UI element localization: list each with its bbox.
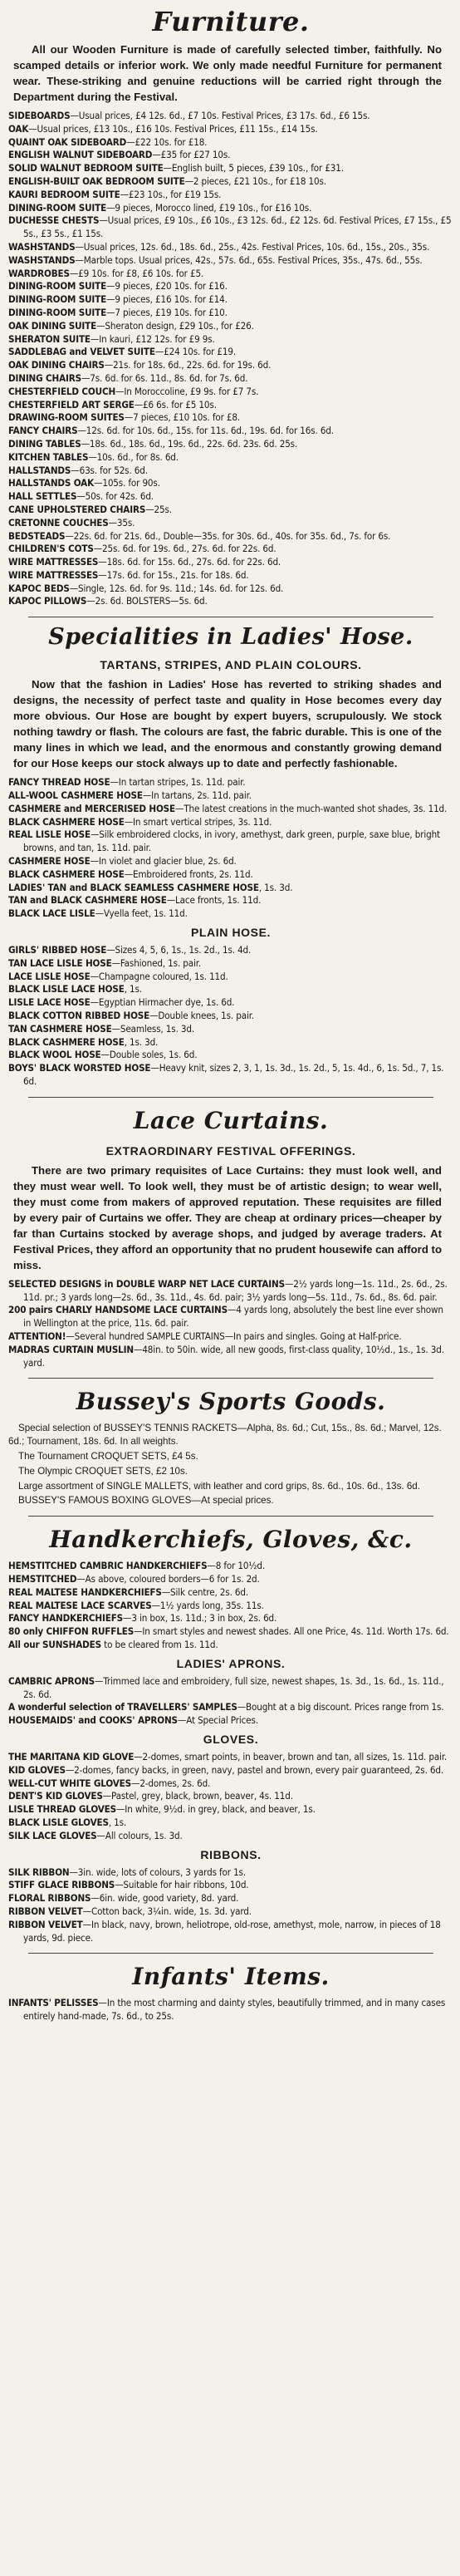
price-list-item bbox=[8, 280, 453, 293]
price-list-item bbox=[8, 162, 453, 175]
item-name: LACE LISLE HOSE bbox=[8, 970, 91, 982]
item-name: DINING-ROOM SUITE bbox=[8, 293, 107, 306]
item-name: SILK LACE GLOVES bbox=[8, 1829, 97, 1841]
item-name: BLACK LISLE LACE HOSE bbox=[8, 983, 125, 995]
item-name: CHESTERFIELD ART SERGE bbox=[8, 398, 135, 410]
item-name: WASHSTANDS bbox=[8, 253, 76, 266]
item-name: HALL SETTLES bbox=[8, 490, 77, 503]
item-price-text: —£24 10s. for £19. bbox=[154, 346, 236, 358]
item-price-text: —25s. 6d. for 19s. 6d., 27s. 6d. for 22s. 6d. bbox=[93, 543, 276, 555]
item-price-text: —2s. 6d. BOLSTERS—5s. 6d. bbox=[86, 595, 208, 607]
item-name: 200 pairs CHARLY HANDSOME LACE CURTAINS bbox=[8, 1304, 228, 1316]
price-list-item bbox=[8, 1790, 453, 1803]
price-list-item bbox=[8, 543, 453, 556]
price-list-item bbox=[8, 971, 453, 984]
section-divider bbox=[28, 1516, 433, 1517]
hose-section bbox=[8, 626, 453, 1089]
item-price-text: —Pastel, grey, black, brown, beaver, 4s. 11d. bbox=[102, 1790, 293, 1802]
price-list-item bbox=[8, 517, 453, 530]
item-price-text: —At Special Prices. bbox=[177, 1714, 258, 1727]
item-name: OAK bbox=[8, 122, 29, 135]
price-list-item bbox=[8, 1997, 453, 2023]
item-name: SOLID WALNUT BEDROOM SUITE bbox=[8, 162, 164, 175]
item-price-text: —In black, navy, brown, heliotrope, old-rose, amethyst, mole, narrow, in pieces of 18 yards, 9d. piece. bbox=[23, 1918, 441, 1944]
price-list-item bbox=[8, 1919, 453, 1945]
item-price-text: —3in. wide, lots of colours, 3 yards for 1s. bbox=[69, 1866, 247, 1878]
item-name: KITCHEN TABLES bbox=[8, 450, 89, 463]
hose-heading: Specialities in Ladies' Hose. bbox=[48, 624, 414, 651]
item-name: DINING TABLES bbox=[8, 437, 81, 450]
item-name: HALLSTANDS bbox=[8, 464, 71, 476]
item-name: FANCY HANDKERCHIEFS bbox=[8, 1612, 124, 1625]
lace-price-list bbox=[8, 1278, 453, 1370]
item-name: GIRLS' RIBBED HOSE bbox=[8, 944, 107, 956]
item-name: RIBBON VELVET bbox=[8, 1905, 83, 1917]
item-name: A wonderful selection of TRAVELLERS' SAMPLES bbox=[8, 1701, 237, 1713]
item-price-text: —17s. 6d. for 15s., 21s. for 18s. 6d. bbox=[98, 568, 249, 581]
item-price-text: —18s. 6d., 18s. 6d., 19s. 6d., 22s. 6d. 23s. 6d. 25s. bbox=[81, 437, 298, 450]
item-name: WARDROBES bbox=[8, 267, 70, 279]
furniture-section bbox=[8, 8, 453, 608]
item-price-text: —2-domes, smart points, in beaver, brown and tan, all sizes, 1s. 11d. pair. bbox=[134, 1750, 448, 1762]
price-list-item bbox=[8, 1803, 453, 1816]
item-price-text: —£22 10s. for £18. bbox=[126, 135, 208, 148]
item-name: WIRE MATTRESSES bbox=[8, 568, 99, 581]
item-name: THE MARITANA KID GLOVE bbox=[8, 1750, 135, 1762]
handkerchiefs-section bbox=[8, 1528, 453, 1944]
price-list-item bbox=[8, 1010, 453, 1023]
item-price-text: —Champagne coloured, 1s. 11d. bbox=[90, 970, 228, 982]
price-list-item bbox=[8, 907, 453, 921]
item-price-text: —18s. 6d. for 15s. 6d., 27s. 6d. for 22s. 6d. bbox=[98, 556, 281, 568]
price-list-item bbox=[8, 320, 453, 333]
item-price-text: —£6 6s. for £5 10s. bbox=[134, 398, 217, 410]
price-list-item bbox=[8, 241, 453, 254]
item-price-text: —Embroidered fronts, 2s. 11d. bbox=[124, 868, 253, 880]
item-price-text: —Suitable for hair ribbons, 10d. bbox=[115, 1879, 249, 1891]
price-list-item bbox=[8, 1573, 453, 1586]
price-list-item bbox=[8, 1586, 453, 1600]
price-list-item bbox=[8, 268, 453, 281]
furniture-intro: All our Wooden Furniture is made of carefully selected timber, faithfully. No scamped details or inferior work. We only made needful Furniture for permanent wear. These-striking and genuine reductions will be carried right through the Department during the Festival. bbox=[13, 43, 442, 103]
furniture-price-list bbox=[8, 110, 453, 608]
item-name: INFANTS' PELISSES bbox=[8, 1997, 99, 2009]
item-name: ATTENTION! bbox=[8, 1330, 66, 1342]
item-name: REAL MALTESE LACE SCARVES bbox=[8, 1599, 152, 1611]
item-name: SILK RIBBON bbox=[8, 1866, 70, 1878]
item-name: DRAWING-ROOM SUITES bbox=[8, 411, 125, 424]
price-list-item bbox=[8, 983, 453, 996]
ribbons-subheading: RIBBONS. bbox=[200, 1847, 262, 1861]
lace-heading: Lace Curtains. bbox=[133, 1106, 329, 1134]
price-list-item bbox=[8, 1278, 453, 1305]
item-price-text: —1½ yards long, 35s. 11s. bbox=[151, 1599, 264, 1611]
item-name: CRETONNE COUCHES bbox=[8, 516, 109, 528]
item-price-text: —7s. 6d. for 6s. 11d., 8s. 6d. for 7s. 6d. bbox=[81, 371, 248, 384]
item-price-text: —21s. for 18s. 6d., 22s. 6d. for 19s. 6d. bbox=[104, 359, 272, 371]
item-price-text: —Usual prices, £13 10s., £16 10s. Festival Prices, £11 15s., £14 15s. bbox=[28, 122, 318, 135]
item-name: TAN LACE LISLE HOSE bbox=[8, 956, 112, 969]
item-price-text: —Cotton back, 3¼in. wide, 1s. 3d. yard. bbox=[82, 1905, 252, 1917]
item-name: KAURI BEDROOM SUITE bbox=[8, 188, 120, 200]
handkerchiefs-heading: Handkerchiefs, Gloves, &c. bbox=[49, 1526, 413, 1554]
item-price-text: —7 pieces, £19 10s. for £10. bbox=[106, 306, 228, 318]
aprons-subheading: LADIES' APRONS. bbox=[176, 1656, 286, 1670]
sports-heading: Bussey's Sports Goods. bbox=[76, 1388, 386, 1416]
item-price-text: —In smart vertical stripes, 3s. 11d. bbox=[124, 815, 272, 828]
item-price-text: —2-domes, fancy backs, in green, navy, pastel and brown, every pair guaranteed, 2s. 6d. bbox=[65, 1763, 444, 1776]
price-list-item bbox=[8, 465, 453, 478]
sports-line: BUSSEY'S FAMOUS BOXING GLOVES—At special prices. bbox=[18, 1495, 274, 1507]
handkerchiefs-price-list bbox=[8, 1560, 453, 1652]
lace-intro: There are two primary requisites of Lace Curtains: they must look well, and they must wear well. To look well, they must be of artistic design; to wear well, they must come from makers of approved reputation. These requisites are filled by every pair of Curtains we offer. They are cheap at ordinary prices—cheaper by far than Curtains stocked by average shops, and judged by average traders. At Festival Prices, they afford an opportunity that no prudent housewife can afford to miss. bbox=[13, 1163, 442, 1271]
item-name: DENT'S KID GLOVES bbox=[8, 1790, 103, 1802]
item-price-text: —9 pieces, £16 10s. for £14. bbox=[106, 293, 228, 306]
item-price-text: —Fashioned, 1s. pair. bbox=[111, 956, 201, 969]
price-list-item bbox=[8, 333, 453, 347]
infants-heading: Infants' Items. bbox=[132, 1963, 330, 1991]
price-list-item bbox=[8, 776, 453, 789]
price-list-item bbox=[8, 293, 453, 307]
item-name: ALL-WOOL CASHMERE HOSE bbox=[8, 789, 143, 802]
price-list-item bbox=[8, 1036, 453, 1050]
lace-subheading: EXTRAORDINARY FESTIVAL OFFERINGS. bbox=[105, 1143, 356, 1158]
infants-price-list bbox=[8, 1997, 453, 2023]
sports-lines bbox=[8, 1422, 453, 1507]
item-name: CHILDREN'S COTS bbox=[8, 543, 94, 555]
item-price-text: —48in. to 50in. wide, all new goods, first-class quality, 10½d., 1s., 1s. 3d. yard. bbox=[23, 1343, 444, 1369]
item-price-text: , 1s. 3d. bbox=[258, 881, 293, 893]
item-name: OAK DINING CHAIRS bbox=[8, 359, 105, 371]
item-name: CASHMERE HOSE bbox=[8, 855, 91, 868]
price-list-item bbox=[8, 386, 453, 399]
gloves-price-list bbox=[8, 1751, 453, 1843]
item-name: KID GLOVES bbox=[8, 1763, 66, 1776]
item-name: RIBBON VELVET bbox=[8, 1918, 83, 1930]
item-price-text: —8 for 10½d. bbox=[207, 1560, 265, 1572]
item-price-text: —£23 10s., for £19 15s. bbox=[120, 188, 222, 200]
sports-line: The Olympic CROQUET SETS, £2 10s. bbox=[18, 1465, 188, 1477]
item-price-text: —In white, 9½d. in grey, black, and beaver, 1s. bbox=[116, 1803, 316, 1816]
item-name: All our SUNSHADES bbox=[8, 1638, 101, 1650]
price-list-item bbox=[8, 307, 453, 320]
item-name: CASHMERE and MERCERISED HOSE bbox=[8, 802, 176, 814]
price-list-item bbox=[8, 957, 453, 971]
item-name: BEDSTEADS bbox=[8, 529, 66, 542]
gloves-subheading: GLOVES. bbox=[203, 1732, 259, 1746]
ribbons-price-list bbox=[8, 1866, 453, 1945]
price-list-item bbox=[8, 1023, 453, 1036]
item-price-text: —As above, coloured borders—6 for 1s. 2d. bbox=[76, 1572, 260, 1585]
price-list-item bbox=[8, 1639, 453, 1652]
item-price-text: —35s. bbox=[108, 516, 135, 528]
item-price-text: —2 pieces, £21 10s., for £18 10s. bbox=[184, 175, 326, 187]
item-name: DINING-ROOM SUITE bbox=[8, 280, 107, 293]
price-list-item bbox=[8, 123, 453, 136]
hose-subheading: TARTANS, STRIPES, AND PLAIN COLOURS. bbox=[100, 658, 362, 672]
price-list-item bbox=[8, 816, 453, 829]
item-name: STIFF GLACE RIBBONS bbox=[8, 1879, 115, 1891]
price-list-item bbox=[8, 1675, 453, 1702]
price-list-item bbox=[8, 789, 453, 803]
price-list-item bbox=[8, 425, 453, 438]
item-name: WASHSTANDS bbox=[8, 240, 76, 253]
price-list-item bbox=[8, 1866, 453, 1880]
price-list-item bbox=[8, 451, 453, 465]
plain-hose-subheading: PLAIN HOSE. bbox=[190, 926, 272, 940]
item-price-text: —£35 for £27 10s. bbox=[152, 149, 231, 161]
price-list-item bbox=[8, 996, 453, 1010]
item-price-text: —Several hundred SAMPLE CURTAINS—In pairs and singles. Going at Half-price. bbox=[66, 1330, 402, 1342]
item-name: SELECTED DESIGNS in DOUBLE WARP NET LACE CURTAINS bbox=[8, 1277, 285, 1290]
price-list-item bbox=[8, 803, 453, 816]
item-price-text: —Seamless, 1s. 3d. bbox=[111, 1022, 195, 1035]
item-name: BLACK WOOL HOSE bbox=[8, 1049, 101, 1061]
item-price-text: —25s. bbox=[145, 503, 172, 515]
item-name: LISLE THREAD GLOVES bbox=[8, 1803, 117, 1816]
item-name: BLACK CASHMERE HOSE bbox=[8, 1035, 125, 1048]
price-list-item bbox=[8, 399, 453, 412]
item-name: QUAINT OAK SIDEBOARD bbox=[8, 135, 127, 148]
item-price-text: —English built, 5 pieces, £39 10s., for £31. bbox=[163, 162, 344, 175]
furniture-heading: Furniture. bbox=[152, 6, 310, 37]
section-divider bbox=[28, 1953, 433, 1954]
price-list-item bbox=[8, 828, 453, 855]
item-name: KAPOC PILLOWS bbox=[8, 595, 87, 607]
item-price-text: —Usual prices, £4 12s. 6d., £7 10s. Festival Prices, £3 17s. 6d., £6 15s. bbox=[70, 110, 370, 121]
item-price-text: —Lace fronts, 1s. 11d. bbox=[166, 894, 262, 907]
price-list-item bbox=[8, 1344, 453, 1370]
item-price-text: —4 yards long, absolutely the best line ever shown in Wellington at the price, 11s. 6d. pair. bbox=[23, 1304, 443, 1330]
price-list-item bbox=[8, 855, 453, 868]
aprons-price-list bbox=[8, 1675, 453, 1728]
item-name: ENGLISH WALNUT SIDEBOARD bbox=[8, 149, 153, 161]
item-name: MADRAS CURTAIN MUSLIN bbox=[8, 1343, 134, 1355]
item-name: DINING CHAIRS bbox=[8, 371, 81, 384]
price-list-item bbox=[8, 1600, 453, 1613]
item-price-text: —2½ yards long—1s. 11d., 2s. 6d., 2s. 11d. pr.; 3 yards long—2s. 6d., 3s. 11d., 4s. 6d. pair; 3½ yards long—5s. 11d., 7s. 6d., 8s. 6d. pair. bbox=[23, 1277, 448, 1303]
item-name: FANCY CHAIRS bbox=[8, 425, 78, 437]
item-name: BLACK CASHMERE HOSE bbox=[8, 815, 125, 828]
item-name: CANE UPHOLSTERED CHAIRS bbox=[8, 503, 146, 515]
item-price-text: —50s. for 42s. 6d. bbox=[76, 490, 154, 503]
item-name: HEMSTITCHED CAMBRIC HANDKERCHIEFS bbox=[8, 1560, 208, 1572]
item-price-text: —105s. for 90s. bbox=[94, 477, 160, 489]
sports-line: Large assortment of SINGLE MALLETS, with leather and cord grips, 8s. 6d., 10s. 6d., 13s. 6d. bbox=[18, 1480, 420, 1492]
item-price-text: —7 pieces, £10 10s. for £8. bbox=[124, 411, 241, 424]
price-list-item bbox=[8, 110, 453, 123]
price-list-item bbox=[8, 490, 453, 504]
price-list-item bbox=[8, 1330, 453, 1344]
price-list-item bbox=[8, 149, 453, 162]
item-price-text: —6in. wide, good variety, 8d. yard. bbox=[91, 1892, 239, 1905]
price-list-item bbox=[8, 882, 453, 895]
item-price-text: —In tartans, 2s. 11d. pair. bbox=[142, 789, 252, 802]
item-price-text: —Trimmed lace and embroidery, full size, newest shapes, 1s. 3d., 1s. 6d., 1s. 11d., 2s. 6d. bbox=[23, 1674, 444, 1700]
price-list-item bbox=[8, 530, 453, 543]
item-price-text: —Silk centre, 2s. 6d. bbox=[161, 1585, 249, 1598]
price-list-item bbox=[8, 504, 453, 517]
price-list-item bbox=[8, 569, 453, 583]
price-list-item bbox=[8, 595, 453, 608]
item-price-text: —£9 10s. for £8, £6 10s. for £5. bbox=[69, 267, 204, 279]
item-name: REAL LISLE HOSE bbox=[8, 828, 91, 841]
price-list-item bbox=[8, 1560, 453, 1573]
price-list-item bbox=[8, 1612, 453, 1625]
price-list-item bbox=[8, 894, 453, 907]
price-list-item bbox=[8, 136, 453, 150]
item-price-text: —In the most charming and dainty styles, beautifully trimmed, and in many cases entirely hand-made, 7s. 6d., to 25s. bbox=[23, 1997, 446, 2023]
item-price-text: —Double knees, 1s. pair. bbox=[149, 1010, 254, 1022]
item-name: ENGLISH-BUILT OAK BEDROOM SUITE bbox=[8, 175, 185, 187]
item-price-text: —3 in box, 1s. 11d.; 3 in box, 2s. 6d. bbox=[123, 1612, 277, 1625]
item-price-text: —Usual prices, 12s. 6d., 18s. 6d., 25s., 42s. Festival Prices, 10s. 6d., 15s., 20s., 35s. bbox=[75, 240, 430, 253]
item-name: CHESTERFIELD COUCH bbox=[8, 385, 116, 397]
item-name: WIRE MATTRESSES bbox=[8, 556, 99, 568]
price-list-item bbox=[8, 868, 453, 882]
price-list-item bbox=[8, 214, 453, 241]
item-price-text: —All colours, 1s. 3d. bbox=[96, 1829, 183, 1841]
item-price-text: , 1s. 3d. bbox=[124, 1035, 159, 1048]
item-name: WELL-CUT WHITE GLOVES bbox=[8, 1777, 132, 1789]
price-list-item bbox=[8, 1830, 453, 1843]
price-list-item bbox=[8, 1905, 453, 1919]
item-price-text: —Heavy knit, sizes 2, 3, 1, 1s. 3d., 1s. 2d., 5, 1s. 4d., 6, 1s. 5d., 7, 1s. 6d. bbox=[23, 1062, 444, 1088]
item-name: BOYS' BLACK WORSTED HOSE bbox=[8, 1062, 151, 1074]
price-list-item bbox=[8, 1625, 453, 1639]
item-name: DINING-ROOM SUITE bbox=[8, 306, 107, 318]
item-name: CAMBRIC APRONS bbox=[8, 1674, 95, 1687]
item-name: SADDLEBAG and VELVET SUITE bbox=[8, 346, 155, 358]
price-list-item bbox=[8, 411, 453, 425]
item-name: HOUSEMAIDS' and COOKS' APRONS bbox=[8, 1714, 178, 1727]
plain-hose-price-list bbox=[8, 944, 453, 1089]
item-price-text: —In smart styles and newest shades. All one Price, 4s. 11d. Worth 17s. 6d. bbox=[134, 1625, 449, 1638]
price-list-item bbox=[8, 1892, 453, 1905]
item-name: DUCHESSE CHESTS bbox=[8, 214, 100, 227]
section-divider bbox=[28, 1378, 433, 1379]
sports-section bbox=[8, 1390, 453, 1507]
item-name: SIDEBOARDS bbox=[8, 110, 71, 121]
item-price-text: —Bought at a big discount. Prices range from 1s. bbox=[237, 1701, 444, 1713]
lace-section bbox=[8, 1106, 453, 1370]
price-list-item bbox=[8, 254, 453, 268]
item-price-text: —The latest creations in the much-wanted shot shades, 3s. 11d. bbox=[175, 802, 448, 814]
item-price-text: to be cleared from 1s. 11d. bbox=[101, 1638, 218, 1650]
item-price-text: —Double soles, 1s. 6d. bbox=[100, 1049, 198, 1061]
item-name: LISLE LACE HOSE bbox=[8, 996, 91, 1009]
item-name: REAL MALTESE HANDKERCHIEFS bbox=[8, 1585, 162, 1598]
sports-line: The Tournament CROQUET SETS, £4 5s. bbox=[18, 1450, 198, 1462]
item-price-text: —63s. for 52s. 6d. bbox=[71, 464, 148, 476]
price-list-item bbox=[8, 1062, 453, 1089]
hose-price-list bbox=[8, 776, 453, 921]
item-name: BLACK COTTON RIBBED HOSE bbox=[8, 1010, 150, 1022]
item-name: DINING-ROOM SUITE bbox=[8, 201, 107, 214]
infants-section bbox=[8, 1965, 453, 2023]
item-name: FLORAL RIBBONS bbox=[8, 1892, 91, 1905]
item-price-text: —2-domes, 2s. 6d. bbox=[131, 1777, 211, 1789]
item-name: BLACK LISLE GLOVES bbox=[8, 1816, 109, 1828]
item-price-text: —Vyella feet, 1s. 11d. bbox=[95, 907, 188, 920]
item-price-text: —Single, 12s. 6d. for 9s. 11d.; 14s. 6d. for 12s. 6d. bbox=[69, 582, 284, 594]
price-list-item bbox=[8, 1714, 453, 1728]
price-list-item bbox=[8, 372, 453, 386]
item-name: HEMSTITCHED bbox=[8, 1572, 77, 1585]
item-name: LADIES' TAN and BLACK SEAMLESS CASHMERE HOSE bbox=[8, 881, 259, 893]
item-price-text: —9 pieces, £20 10s. for £16. bbox=[106, 280, 228, 293]
item-price-text: —Usual prices, £9 10s., £6 10s., £3 12s. 6d., £2 12s. 6d. Festival Prices, £7 15s., £5 5s., £3 5s., £1 15s. bbox=[23, 214, 452, 240]
item-price-text: —In tartan stripes, 1s. 11d. pair. bbox=[110, 776, 246, 789]
price-list-item bbox=[8, 175, 453, 189]
item-price-text: —Silk embroidered clocks, in ivory, amethyst, dark green, purple, saxe blue, bright browns, and tan, 1s. 11d. pair. bbox=[23, 828, 440, 854]
item-name: TAN CASHMERE HOSE bbox=[8, 1022, 112, 1035]
price-list-item bbox=[8, 477, 453, 490]
price-list-item bbox=[8, 556, 453, 569]
item-price-text: —In Moroccoline, £9 9s. for £7 7s. bbox=[115, 385, 259, 397]
price-list-item bbox=[8, 1816, 453, 1830]
item-price-text: —In violet and glacier blue, 2s. 6d. bbox=[90, 855, 237, 868]
price-list-item bbox=[8, 1879, 453, 1892]
item-name: OAK DINING SUITE bbox=[8, 319, 97, 332]
price-list-item bbox=[8, 583, 453, 596]
item-price-text: , 1s. bbox=[108, 1816, 127, 1828]
price-list-item bbox=[8, 1304, 453, 1330]
price-list-item bbox=[8, 1049, 453, 1062]
price-list-item bbox=[8, 1777, 453, 1791]
item-name: BLACK LACE LISLE bbox=[8, 907, 95, 920]
price-list-item bbox=[8, 359, 453, 372]
price-list-item bbox=[8, 438, 453, 451]
item-name: FANCY THREAD HOSE bbox=[8, 776, 110, 789]
item-price-text: , 1s. bbox=[124, 983, 142, 995]
item-price-text: —10s. 6d., for 8s. 6d. bbox=[88, 450, 179, 463]
hose-intro: Now that the fashion in Ladies' Hose has reverted to striking shades and designs, the necessity of perfect taste and quality in Hose becomes every day more obvious. Our Hose are bought by expert buyers, scrupulously. We stock nothing tawdry or flash. The colours are fast, the fabric durable. This is one of the many lines in which we lead, and the enormous and constantly growing demand for our Hose keeps our stock always up to date and perfectly fashionable. bbox=[13, 678, 442, 770]
item-price-text: —Egyptian Hirmacher dye, 1s. 6d. bbox=[90, 996, 235, 1009]
item-price-text: —Marble tops. Usual prices, 42s., 57s. 6d., 65s. Festival Prices, 35s., 47s. 6d., 55s. bbox=[75, 253, 423, 266]
item-price-text: —Sizes 4, 5, 6, 1s., 1s. 2d., 1s. 4d. bbox=[106, 944, 252, 956]
price-list-item bbox=[8, 202, 453, 215]
item-name: BLACK CASHMERE HOSE bbox=[8, 868, 125, 880]
item-price-text: —In kauri, £12 12s. for £9 9s. bbox=[90, 332, 215, 345]
item-price-text: —22s. 6d. for 21s. 6d., Double—35s. for 30s. 6d., 40s. for 35s. 6d., 7s. for 6s. bbox=[65, 529, 391, 542]
item-name: HALLSTANDS OAK bbox=[8, 477, 95, 489]
item-name: KAPOC BEDS bbox=[8, 582, 70, 594]
price-list-item bbox=[8, 346, 453, 359]
item-name: TAN and BLACK CASHMERE HOSE bbox=[8, 894, 167, 907]
price-list-item bbox=[8, 189, 453, 202]
item-price-text: —9 pieces, Morocco lined, £19 10s., for £16 10s. bbox=[106, 201, 312, 214]
item-price-text: —12s. 6d. for 10s. 6d., 15s. for 11s. 6d., 19s. 6d. for 16s. 6d. bbox=[77, 425, 334, 437]
section-divider bbox=[28, 1097, 433, 1098]
price-list-item bbox=[8, 944, 453, 957]
item-price-text: —Sheraton design, £29 10s., for £26. bbox=[96, 319, 254, 332]
price-list-item bbox=[8, 1764, 453, 1777]
item-name: SHERATON SUITE bbox=[8, 332, 91, 345]
sports-line: Special selection of BUSSEY'S TENNIS RACKETS—Alpha, 8s. 6d.; Cut, 15s., 8s. 6d.; Marvel, 12s. 6d.; Tournament, 18s. 6d. In all weights. bbox=[8, 1423, 442, 1448]
item-name: 80 only CHIFFON RUFFLES bbox=[8, 1625, 135, 1638]
price-list-item bbox=[8, 1751, 453, 1764]
price-list-item bbox=[8, 1701, 453, 1714]
